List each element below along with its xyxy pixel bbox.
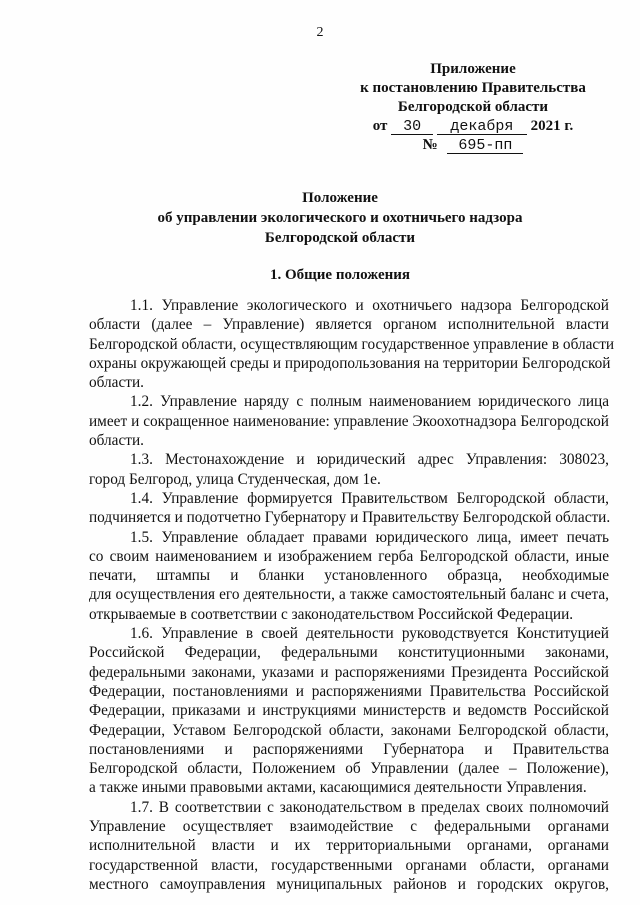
paragraph [89, 528, 609, 624]
date-from-label: от [372, 118, 388, 134]
date-day: 30 [391, 119, 433, 135]
paragraph [89, 296, 615, 392]
paragraph [89, 624, 609, 798]
date-month: декабря [437, 119, 527, 135]
appendix-header [338, 60, 608, 155]
paragraph-line: Федерации, постановлениями и распоряжениями Правительства Российской [89, 682, 609, 700]
title-line-2: об управлении экологического и охотничьего надзора [157, 210, 523, 226]
paragraph-line: местного самоуправления муниципальных районов и городских округов, [89, 875, 609, 893]
paragraph-line: 1.7. В соответствии с законодательством в пределах своих полномочий [130, 798, 609, 816]
paragraph-line: 1.1. Управление экологического и охотничьего надзора Белгородской [130, 297, 609, 314]
paragraph [89, 450, 609, 489]
title-line-3: Белгородской области [264, 230, 416, 246]
paragraph-line: охраны окружающей среды и природопользования на территории Белгородской [89, 354, 611, 372]
paragraph-line: государственной власти, государственными органами области, органами [89, 856, 609, 874]
date-year: 2021 г. [530, 118, 574, 134]
paragraph-line: Федерации, приказами и инструкциями министерств и ведомств Российской [89, 702, 609, 720]
paragraph-line: город Белгород, улица Студенческая, дом 1е. [89, 470, 381, 488]
appendix-title: Приложение [430, 61, 516, 77]
number-label: № [422, 137, 438, 153]
paragraph-line: Российской Федерации, федеральными конституционными законами, [89, 644, 609, 662]
appendix-line-region: Белгородской области [397, 99, 549, 115]
appendix-line-resolution: к постановлению Правительства [360, 80, 586, 96]
paragraph-line: 1.6. Управление в своей деятельности руководствуется Конституцией [130, 625, 609, 643]
paragraph-line: 1.3. Местонахождение и юридический адрес Управления: 308023, [130, 451, 609, 469]
paragraph-line: федеральными законами, указами и распоряжениями Президента Российской [89, 663, 609, 681]
paragraph-line: 1.5. Управление обладает правами юридического лица, имеет печать [130, 528, 609, 546]
paragraph-line: Управление осуществляет взаимодействие с федеральными органами [89, 818, 609, 836]
paragraph-line: области. [89, 432, 144, 450]
appendix-number-line [338, 136, 608, 155]
paragraph-line: области. [89, 374, 144, 392]
paragraph-line: а также иными правовыми актами, касающимися деятельности Управления. [89, 779, 587, 797]
paragraph-line: 1.4. Управление формируется Правительством Белгородской области, [130, 489, 609, 507]
document-title [80, 188, 600, 248]
paragraph-line: Белгородской области, Положением об Управлении (далее – Положение), [89, 760, 609, 778]
document-number: 695-пп [447, 138, 523, 154]
title-line-1: Положение [302, 190, 378, 206]
paragraph-line: постановлениями и распоряжениями Губернатора и Правительства [89, 740, 609, 758]
paragraph-line: имеет и сокращенное наименование: управление Экоохотнадзора Белгородской [89, 412, 609, 430]
section-title: 1. Общие положения [269, 267, 411, 283]
paragraph-line: области (далее – Управление) является органом исполнительной власти [89, 316, 609, 334]
paragraph-line: исполнительной власти и их территориальными органами, органами [89, 837, 609, 855]
paragraph-line: 1.2. Управление наряду с полным наименованием юридического лица [130, 393, 609, 411]
paragraph-line: со своим наименованием и изображением герба Белгородской области, иные [89, 547, 609, 565]
paragraph-line: подчиняется и подотчетно Губернатору и Правительству Белгородской области. [89, 509, 611, 527]
paragraph-line: Федерации, Уставом Белгородской области, законами Белгородской области, [89, 721, 609, 739]
paragraph [89, 392, 609, 450]
paragraph [89, 489, 609, 528]
document-body [89, 296, 615, 894]
page-number: 2 [316, 25, 324, 40]
paragraph [89, 798, 609, 894]
paragraph-line: печати, штампы и бланки установленного образца, необходимые [89, 567, 609, 585]
paragraph-line: для осуществления его деятельности, а также самостоятельный баланс и счета, [89, 586, 609, 604]
appendix-date-line [338, 117, 608, 136]
paragraph-line: открываемые в соответствии с законодательством Российской Федерации. [89, 605, 574, 623]
paragraph-line: Белгородской области, осуществляющим государственное управление в области [89, 335, 615, 353]
